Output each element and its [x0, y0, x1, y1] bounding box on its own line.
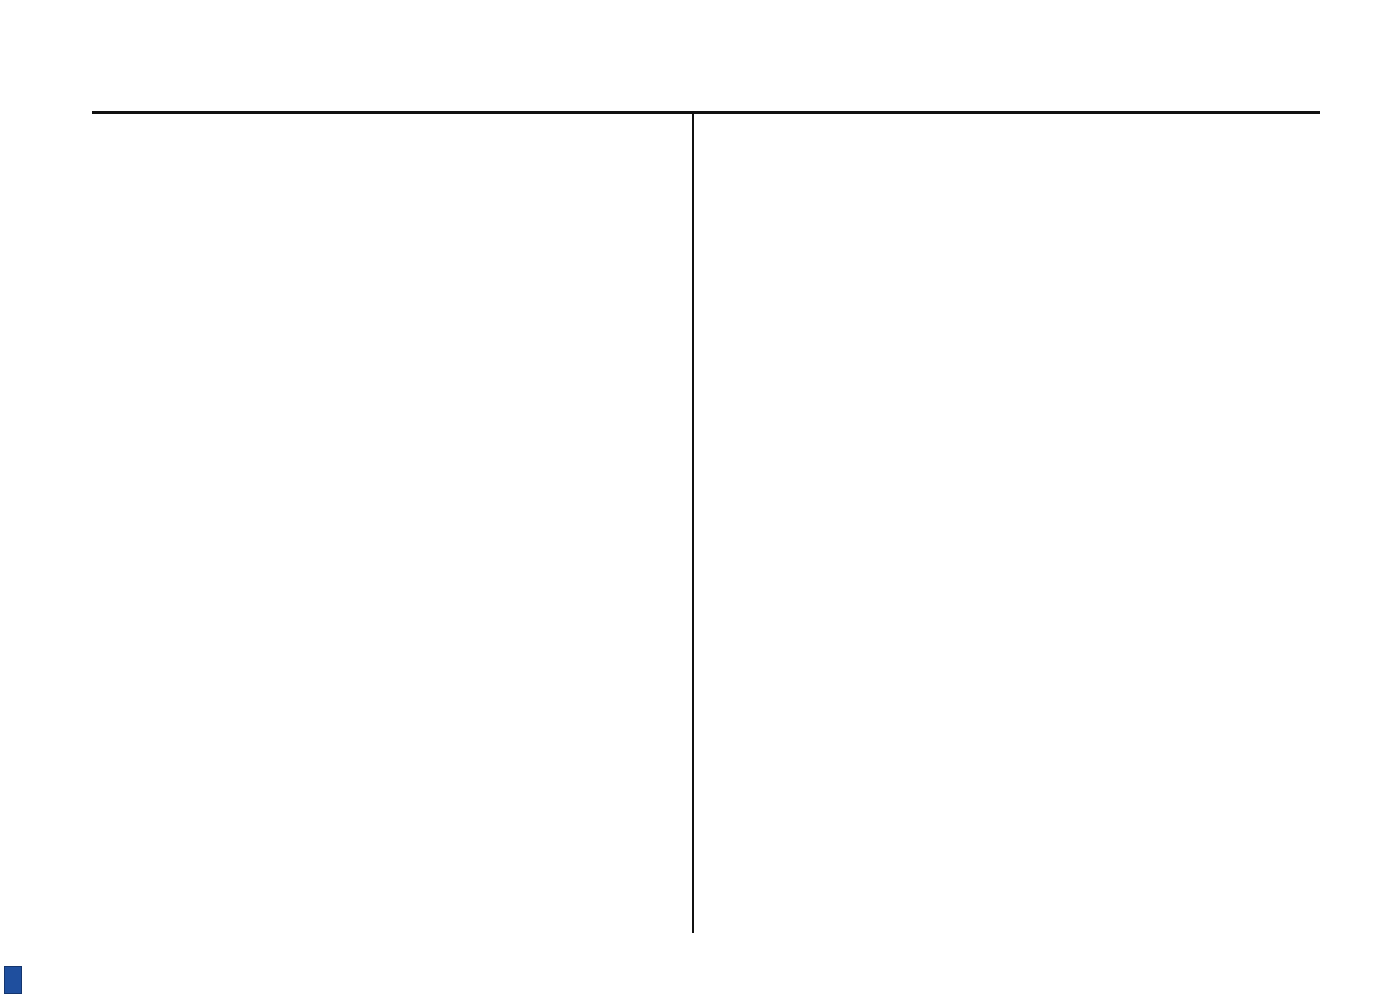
header-rule: [92, 111, 1320, 114]
page-header: [92, 73, 1320, 113]
digitization-note: [14, 20, 30, 1000]
bottom-column: [100, 121, 680, 921]
footnote: [100, 913, 680, 929]
column-divider: [692, 113, 694, 933]
scanned-document-page: [92, 73, 1320, 933]
top-column: [712, 121, 1312, 921]
dfg-logo: [4, 966, 22, 994]
